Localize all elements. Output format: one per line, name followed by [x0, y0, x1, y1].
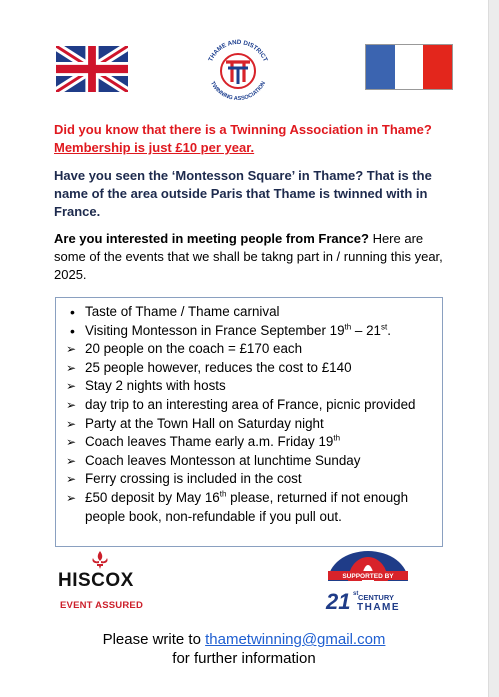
contact-line — [0, 630, 488, 649]
events-list — [66, 303, 436, 526]
hiscox-logo — [58, 550, 148, 614]
21st-century-thame-logo — [322, 551, 414, 619]
hiscox-subtitle: EVENT ASSURED — [60, 600, 144, 611]
arrow-bullet-icon: ➢ — [66, 490, 77, 505]
arrow-bullet-icon: ➢ — [66, 360, 77, 375]
vertical-scrollbar[interactable] — [488, 0, 499, 697]
twinning-question: Did you know that there is a Twinning Association in Thame? — [54, 122, 432, 137]
arrow-bullet-icon: ➢ — [66, 435, 77, 450]
membership-price: Membership is just £10 per year. — [54, 140, 255, 155]
uk-flag-icon — [56, 46, 128, 92]
event-item — [66, 303, 436, 322]
contact-prefix: Please write to — [102, 631, 206, 648]
membership-paragraph — [54, 121, 454, 157]
event-text: . — [387, 322, 391, 338]
events-question: Are you interested in meeting people from France? — [54, 231, 369, 246]
event-text: £50 deposit by May 16 — [85, 489, 220, 505]
event-text: Coach leaves Montesson at lunchtime Sunday — [85, 452, 361, 468]
intro-text — [54, 121, 454, 284]
email-link[interactable]: thametwinning@gmail.com — [205, 631, 386, 648]
france-flag-icon — [365, 44, 453, 90]
arrow-bullet-icon: ➢ — [66, 342, 77, 357]
events-intro-paragraph — [54, 230, 454, 284]
event-item — [66, 415, 436, 434]
arrow-bullet-icon: ➢ — [66, 453, 77, 468]
event-text: Visiting Montesson in France September 19 — [85, 322, 345, 338]
event-item — [66, 489, 436, 526]
events-intro-text: Here are some of the events that we shall be takng part in / running this year, 2025. — [54, 231, 443, 282]
event-text: Party at the Town Hall on Saturday night — [85, 415, 324, 431]
ordinal-suffix: th — [219, 489, 227, 499]
event-item — [66, 470, 436, 489]
ordinal-suffix: th — [344, 322, 352, 332]
event-item — [66, 452, 436, 471]
supported-by-text: SUPPORTED BY — [342, 573, 394, 580]
event-text: please, returned if not enough people book, non-refundable if you pull out. — [85, 489, 409, 524]
logo-st-text: st — [353, 591, 359, 597]
event-item — [66, 433, 436, 452]
bullet-icon: • — [70, 322, 75, 339]
twinning-association-logo — [196, 28, 280, 112]
event-text: Ferry crossing is included in the cost — [85, 471, 302, 487]
event-item — [66, 359, 436, 378]
contact-footer — [0, 630, 488, 668]
logo-top-text: THAME AND DISTRICT — [207, 38, 269, 63]
event-item — [66, 322, 436, 341]
event-item — [66, 377, 436, 396]
logo-bottom-text: TWINNING ASSOCIATION — [208, 80, 268, 103]
ordinal-suffix: th — [333, 433, 341, 443]
hiscox-name: HISCOX — [58, 570, 134, 591]
logo-thame-text: THAME — [357, 602, 401, 613]
event-text: – 21 — [351, 322, 381, 338]
logo-21-text: 21 — [326, 589, 351, 614]
event-text: 20 people on the coach = £170 each — [85, 341, 303, 357]
event-text: day trip to an interesting area of France, picnic provided — [85, 396, 416, 412]
arrow-bullet-icon: ➢ — [66, 397, 77, 412]
montesson-square-paragraph: Have you seen the ‘Montesson Square’ in Thame? That is the name of the area outside Paris that Thame is twinned with in France. — [54, 168, 432, 219]
arrow-bullet-icon: ➢ — [66, 379, 77, 394]
event-item — [66, 396, 436, 415]
event-text: Stay 2 nights with hosts — [85, 378, 226, 394]
arrow-bullet-icon: ➢ — [66, 416, 77, 431]
event-text: 25 people however, reduces the cost to £140 — [85, 359, 352, 375]
ordinal-suffix: st — [381, 322, 388, 332]
event-text: Taste of Thame / Thame carnival — [85, 304, 280, 319]
fleur-de-lis-icon — [91, 550, 109, 570]
event-text: Coach leaves Thame early a.m. Friday 19 — [85, 434, 334, 450]
further-info-line: for further information — [172, 650, 316, 667]
event-item — [66, 340, 436, 359]
logo-century-text: CENTURY — [358, 593, 394, 602]
svg-text:THAME AND DISTRICT — [207, 39, 269, 63]
events-list-box — [55, 297, 443, 547]
bullet-icon: • — [70, 304, 75, 320]
arrow-bullet-icon: ➢ — [66, 472, 77, 487]
